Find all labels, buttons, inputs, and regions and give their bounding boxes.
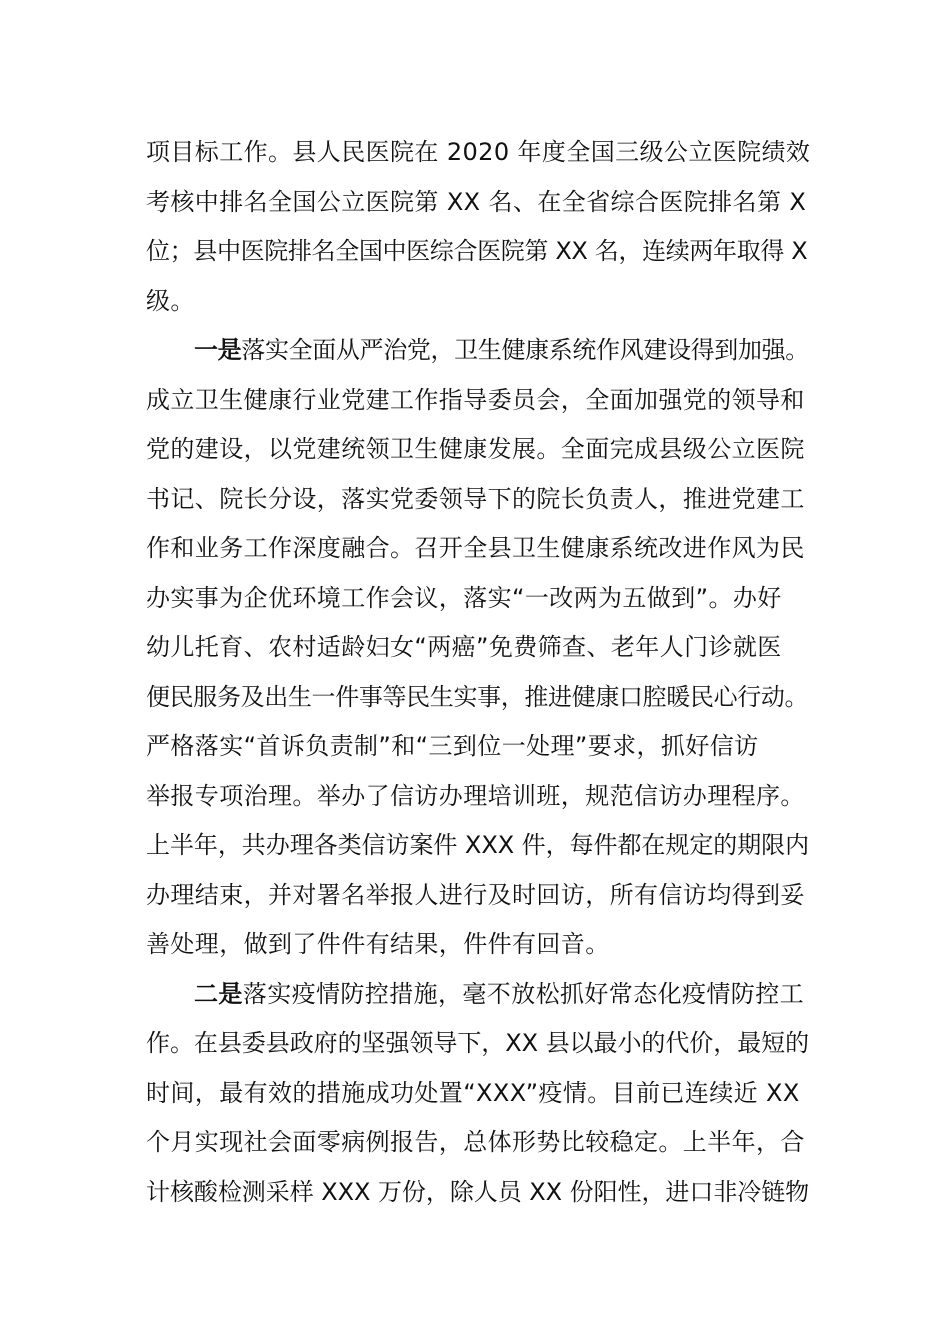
text-line: 善处理，做到了件件有结果，件件有回音。	[146, 930, 610, 958]
text-line: 幼儿托育、农村适龄妇女“两癌”免费筛查、老年人门诊就医	[146, 633, 782, 661]
text-line-content: 落实疫情防控措施，毫不放松抓好常态化疫情防控工	[242, 979, 805, 1008]
text-line: 时间，最有效的措施成功处置“XXX”疫情。目前已连续近 XX	[146, 1078, 800, 1107]
body-text	[146, 128, 810, 1217]
text-line: 考核中排名全国公立医院第 XX 名、在全省综合医院排名第 X	[146, 187, 807, 216]
text-line: 上半年，共办理各类信访案件 XXX 件，每件都在规定的期限内	[146, 831, 810, 859]
text-line-first	[146, 326, 810, 376]
text-line: 办实事为企优环境工作会议，落实“一改两为五做到”。办好	[146, 583, 782, 612]
text-line: 办理结束，并对署名举报人进行及时回访，所有信访均得到妥	[146, 880, 805, 909]
paragraph-first	[146, 326, 810, 970]
text-line: 级。	[146, 286, 195, 315]
text-line-first	[146, 970, 810, 1020]
text-line: 严格落实“首诉负责制”和“三到位一处理”要求，抓好信访	[146, 732, 759, 760]
text-line: 书记、院长分设，落实党委领导下的院长负责人，推进党建工	[146, 484, 805, 513]
text-line: 项目标工作。县人民医院在 2020 年度全国三级公立医院绩效	[146, 138, 811, 166]
text-line: 作。在县委县政府的坚强领导下，XX 县以最小的代价，最短的	[146, 1029, 810, 1057]
paragraph-second	[146, 970, 810, 1218]
text-line: 举报专项治理。举办了信访办理培训班，规范信访办理程序。	[146, 781, 805, 810]
text-line: 计核酸检测采样 XXX 万份，除人员 XX 份阳性，进口非冷链物	[146, 1177, 810, 1206]
text-line: 个月实现社会面零病例报告，总体形势比较稳定。上半年，合	[146, 1128, 805, 1156]
paragraph-lead: 一是	[194, 336, 242, 364]
text-line: 位；县中医院排名全国中医综合医院第 XX 名，连续两年取得 X	[146, 237, 808, 265]
text-line-content: 落实全面从严治党，卫生健康系统作风建设得到加强。	[241, 336, 809, 364]
text-line: 成立卫生健康行业党建工作指导委员会，全面加强党的领导和	[146, 385, 805, 414]
text-line: 作和业务工作深度融合。召开全县卫生健康系统改进作风为民	[146, 534, 805, 562]
text-line: 便民服务及出生一件事等民生实事，推进健康口腔暖民心行动。	[146, 682, 809, 711]
text-line: 党的建设，以党建统领卫生健康发展。全面完成县级公立医院	[146, 435, 805, 463]
paragraph-lead: 二是	[194, 979, 243, 1008]
paragraph-intro	[146, 128, 810, 326]
